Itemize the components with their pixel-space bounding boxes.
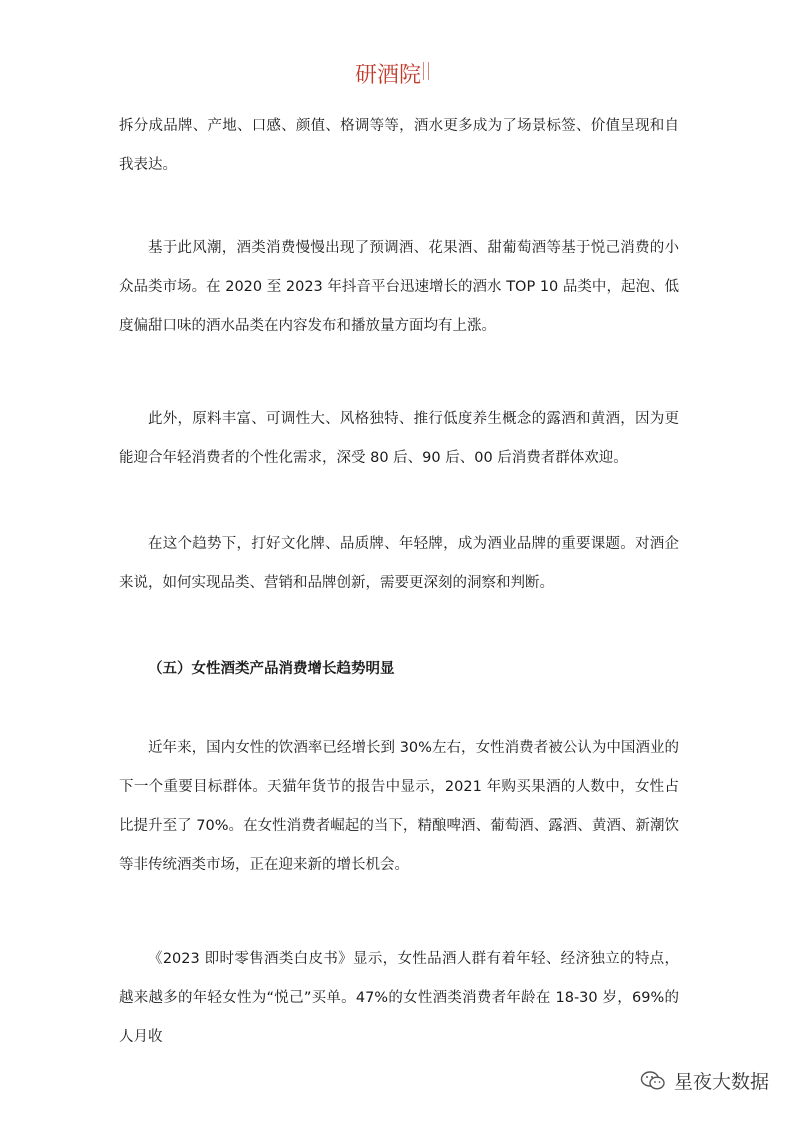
logo-mark [423,62,429,80]
paragraph-5-block [119,729,679,885]
watermark-label: 星夜大数据 [673,1071,769,1093]
paragraph-3-block [119,400,679,478]
paragraph-5: 近年来，国内女性的饮酒率已经增长到 30%左右，女性消费者被公认为中国酒业的下一个重要目标群体。天猫年货节的报告中显示，2021 年购买果酒的人数中，女性占比提升至了 70%。在女性消费者崛起的当下，精酿啤酒、葡萄酒、露酒、黄酒、新潮饮等非传统酒类市场，正在迎来新的增长机会。 [119,740,679,873]
paragraph-1: 拆分成品牌、产地、口感、颜值、格调等等，酒水更多成为了场景标签、价值呈现和自我表达。 [119,118,679,173]
paragraph-4-block [119,525,679,603]
paragraph-6: 《2023 即时零售酒类白皮书》显示，女性品酒人群有着年轻、经济独立的特点，越来越多的年轻女性为“悦己”买单。47%的女性酒类消费者年龄在 18-30 岁，69%的人月收 [119,951,679,1045]
paragraph-2: 基于此风潮，酒类消费慢慢出现了预调酒、花果酒、甜葡萄酒等基于悦己消费的小众品类市场。在 2020 至 2023 年抖音平台迅速增长的酒水 TOP 10 品类中，起泡、低度偏甜口味的酒水品类在内容发布和播放量方面均有上涨。 [119,240,679,334]
paragraph-6-block [119,940,679,1057]
paragraph-3: 此外，原料丰富、可调性大、风格独特、推行低度养生概念的露酒和黄酒，因为更能迎合年轻消费者的个性化需求，深受 80 后、90 后、00 后消费者群体欢迎。 [119,411,679,466]
wechat-icon [640,1070,666,1092]
logo-text: 研酒院 [355,63,422,88]
paragraph-4: 在这个趋势下，打好文化牌、品质牌、年轻牌，成为酒业品牌的重要课题。对酒企来说，如何实现品类、营销和品牌创新，需要更深刻的洞察和判断。 [119,536,679,591]
section-heading: （五）女性酒类产品消费增长趋势明显 [148,661,395,677]
paragraph-1-block [119,107,679,185]
paragraph-2-block [119,229,679,346]
source-watermark [640,1067,769,1094]
publisher-logo [355,58,429,89]
